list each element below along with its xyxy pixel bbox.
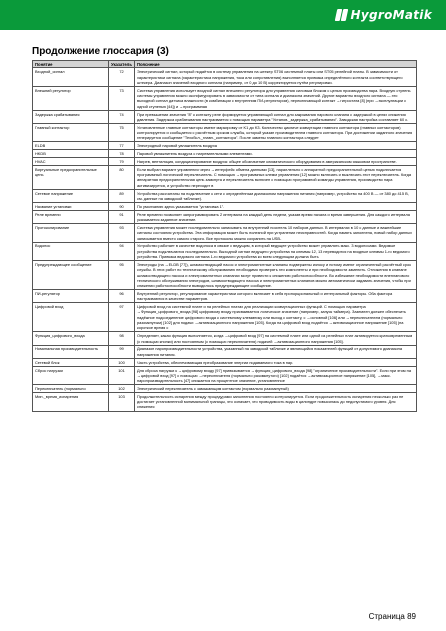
table-row xyxy=(33,150,417,158)
ref-cell: 75 xyxy=(109,123,135,141)
ref-cell: 98 xyxy=(109,332,135,345)
glossary-body xyxy=(33,68,417,411)
ref-cell: 77 xyxy=(109,142,135,150)
ref-cell: 89 xyxy=(109,189,135,202)
term-cell: ПИ-регулятор xyxy=(33,290,109,303)
table-row xyxy=(33,203,417,211)
ref-cell: 102 xyxy=(109,385,135,393)
logo-mark-icon xyxy=(336,9,348,21)
table-row xyxy=(33,345,417,358)
table-row xyxy=(33,123,417,141)
term-cell: Предупреждающее сообщение xyxy=(33,261,109,290)
term-cell: Реле времени xyxy=(33,210,109,223)
header-band xyxy=(0,0,446,30)
term-cell: Сетевое напряжение xyxy=(33,189,109,202)
ref-cell: 95 xyxy=(109,261,135,290)
table-header-row xyxy=(33,61,417,68)
column-header-term: Понятие xyxy=(33,61,109,68)
table-row xyxy=(33,110,417,123)
explanation-cell: Часть устройства, обеспечивающая преобразование энергии подаваемого тока в пар. xyxy=(135,358,417,366)
explanation-cell: Устройства рассчитаны на подключение к сети с определённым диапазоном напряжения питания (например, устройство на 400 В — от 380 до 415 В, см. данные на заводской табличке). xyxy=(135,189,417,202)
explanation-cell: При превышении значения "8" к контакту реле формируется управляющий сигнал для закрывания парового клапана с задержкой в целях снижения давления. Задержка срабатывания настраивается с помощью параметра "Установ._задержка_срабатывания". Заводская настройка составляет 60 с. xyxy=(135,110,417,123)
term-cell: Мин._время_испарения xyxy=(33,393,109,411)
ref-cell: 100 xyxy=(109,358,135,366)
explanation-cell: Если выбран вариант управления через →интерфейс обмена данными [13], параллельно с аппаратной предохранительной цепью подключается программный логический переключатель. С помощью →программных клемм управления [12] можно включать и выключать этот переключатель. Когда аппаратная предохранительная цепь замкнута и переключатель включен с помощью программной команды управления, производство пара активизируется, и устройство переходит в xyxy=(135,166,417,190)
table-row xyxy=(33,261,417,290)
term-cell: Номинальная производительность xyxy=(33,345,109,358)
explanation-cell: Установленные главные контакторы имеют маркировку от K1 до K3. Количество цикличе коммутации главного контактора (главных контакторов) контролируется и сообщается с расчётным сроком службы, который указан производителем главного контактора. При достижении заданного значения генерируется сообщение "Техобсл._главн._контактора". После замены главного контактора следует xyxy=(135,123,417,141)
table-row xyxy=(33,158,417,166)
term-cell: Сетевой блок xyxy=(33,358,109,366)
term-cell: Водонос xyxy=(33,242,109,260)
ref-cell: 90 xyxy=(109,203,135,211)
explanation-cell: Цифровой вход на системной плате и на релейных платах для реализации коммутационных функций. С помощью параметра →Функция_цифрового_входа [98] цифровому входу присваивается логическое значение (например, запуск таймера). Заземлен должен обеспечить надёжное подсоединение цифрового входа к системному клеммнику или выход с контакту, с →основной [106] или →переключателем (нормально разомкнутым) [102] для подачи →активизационного напряжения [105]. Когда на цифровой вход подаётся →активизационное напряжение [105] (на короткое время с xyxy=(135,303,417,332)
ref-cell: 93 xyxy=(109,224,135,242)
explanation-cell: Диапазон паропроизводительности устройства, указанный на заводской табличке и являющийся показателей функций от допустимого диапазона напряжения питания. xyxy=(135,345,417,358)
table-row xyxy=(33,332,417,345)
explanation-cell: Внутренний регулятор, регулирование характеристики которого включает в себя пропорциональный и интегральный факторы. Оба фактора настраиваются в качестве параметров. xyxy=(135,290,417,303)
term-cell: HVAC xyxy=(33,158,109,166)
term-cell: Внешний регулятор xyxy=(33,86,109,110)
column-header-ref: Указатель xyxy=(109,61,135,68)
table-row xyxy=(33,189,417,202)
term-cell: Протоколирование xyxy=(33,224,109,242)
ref-cell: 79 xyxy=(109,158,135,166)
table-row xyxy=(33,366,417,384)
table-row xyxy=(33,224,417,242)
table-row xyxy=(33,358,417,366)
term-cell: ELDB xyxy=(33,142,109,150)
term-cell: Сброс нагрузки xyxy=(33,366,109,384)
ref-cell: 97 xyxy=(109,303,135,332)
ref-cell: 73 xyxy=(109,86,135,110)
ref-cell: 96 xyxy=(109,290,135,303)
explanation-cell: Определяет, какая функция выполняется, когда →цифровой вход [97] на системной плате или одной из релейных плат активируется кратковременным (с помощью кнопки) или постоянным (с помощью переключателя) подачей →активизационного напряжения [105]. xyxy=(135,332,417,345)
term-cell: Задержка срабатывания xyxy=(33,110,109,123)
term-cell: HKDB xyxy=(33,150,109,158)
page-title: Продолжение глоссария (3) xyxy=(32,46,169,57)
ref-cell: 74 xyxy=(109,110,135,123)
term-cell: Виртуальные предохранительные цепь xyxy=(33,166,109,190)
term-cell: Название установки xyxy=(33,203,109,211)
ref-cell: 72 xyxy=(109,68,135,86)
table-row xyxy=(33,210,417,223)
brand-logo xyxy=(336,7,433,23)
term-cell: Главный контактор xyxy=(33,123,109,141)
ref-cell: 78 xyxy=(109,150,135,158)
ref-cell: 101 xyxy=(109,366,135,384)
explanation-cell: Паровой увлажнитель воздуха с нагревательными элементами. xyxy=(135,150,417,158)
table-row xyxy=(33,166,417,190)
explanation-cell: Для сброса нагрузки к →цифровому входу [97] привязывается →функция_цифрового_входа [98] "ограничение производительности". Если при этом на →цифровой вход [97] с помощью →переключателя (нормально разомкнутого) [102] подаётся →активизационное напряжение [105], →макс. паропроизводительность [47] снижается на процентное значение, установленное xyxy=(135,366,417,384)
term-cell: Входной_сигнал xyxy=(33,68,109,86)
explanation-cell: Электрический сигнал, который подаётся в систему управления на штекер ST06 системной платы или ST05 релейной платы. В зависимости от характеристики сигнала (характеристика напряжения, тока или сопротивления) выполняется привязка определённого контакта соответствующего штекера. Диапазон значений входного сигнала (например, от 0 до 10 В) корректируется путём регулировки. xyxy=(135,68,417,86)
explanation-cell: Устройство работает в качестве водоноса в связке с ведущим, в который ведущее устройство может управлять макс. 3 водоносами. Ведомые устройства подключаются последовательно. Выходной сигнал ведущего устройства на клеммы 12, 13 переводится на входные клеммы 1-го ведомого устройства. Привязка ведомого сигнала 1-го ведомого устройства ко всем следующим должна быть xyxy=(135,242,417,260)
ref-cell: 94 xyxy=(109,242,135,260)
table-row xyxy=(33,393,417,411)
ref-cell: 91 xyxy=(109,210,135,223)
ref-cell: 99 xyxy=(109,345,135,358)
column-header-explanation: Пояснение xyxy=(135,61,417,68)
explanation-cell: Электрический переключатель с замыкающим контактом (нормально разомкнутый) xyxy=(135,385,417,393)
table-row xyxy=(33,142,417,150)
term-cell: Функция_цифрового_входа xyxy=(33,332,109,345)
table-row xyxy=(33,86,417,110)
table-row xyxy=(33,385,417,393)
table-row xyxy=(33,303,417,332)
explanation-cell: Продолжительность испарения между процедурами заполнения постоянно контролируется. Если продолжительность испарения несколько раз не достигает установленной минимальной границы, это означает, что проводимость воды в цилиндре повысилась до недопустимого уровня. Для снижения xyxy=(135,393,417,411)
logo-text: HygroMatik xyxy=(350,8,432,22)
term-cell: Цифровой вход xyxy=(33,303,109,332)
ref-cell: 80 xyxy=(109,166,135,190)
table-row xyxy=(33,290,417,303)
explanation-cell: Электроды (на →ELDB [77]), шламоотводящий насос и электромагнитные клапаны подвержены износу и потому имеют ограниченный расчётный срок службы. В этих работ по техническому обслуживанию необходимо проверять эти компоненты и при необходимости заменить. Отложения в клапане шламоотводящего насоса и электромагнитных клапанах могут привести к снижению работоспособности. Во избежание необходимости внепланового технического обслуживания электродов, шламоотводящего насоса и электромагнитных клапанов можно автоматически задавать значения, чтобы при снижении работоспособности выводилось предупреждающее сообщение. xyxy=(135,261,417,290)
glossary-table xyxy=(32,60,417,412)
page-number: Страница 89 xyxy=(368,612,416,621)
explanation-cell: Электродный паровой увлажнитель воздуха xyxy=(135,142,417,150)
explanation-cell: Реле времени позволяет запрограммировать 2 интервала на каждый день недели, указав время начала и время завершения. Для каждого интервала указывается заданное значение. xyxy=(135,210,417,223)
explanation-cell: Система управления использует входной сигнал внешнего регулятора для управления силовым блоком с целью производства пара. Входную ступень системы управления можно сконфигурировать в зависимости от типа сигнала и диапазона значений. Другие варианты входного сигнала — это выходной сигнал датчика влажности (в комбинации с внутренним ПИ-регулятором), переключающий контакт →гигростата [8] (при →эксплуатации с одной ступенью [44]) и →программная xyxy=(135,86,417,110)
explanation-cell: Система управления может последовательно записывать на внутренний носитель 10 наборов данных. В интервалах в 10 с данные и важнейшие сигналы состояния устройства. Эта информация может быть полезной при устранении неисправностей. Когда память заполнена, новый набор данных записывается вместо самого старого. Все протоколы можно сохранить на USB- xyxy=(135,224,417,242)
term-cell: Переключатель (нормально xyxy=(33,385,109,393)
explanation-cell: Нагрев, вентиляция, кондиционирование воздуха: общее обозначение климатического оборудования в американском языковом пространстве. xyxy=(135,158,417,166)
ref-cell: 103 xyxy=(109,393,135,411)
table-row xyxy=(33,242,417,260)
table-row xyxy=(33,68,417,86)
explanation-cell: По умолчанию здесь указывается "установка 1". xyxy=(135,203,417,211)
